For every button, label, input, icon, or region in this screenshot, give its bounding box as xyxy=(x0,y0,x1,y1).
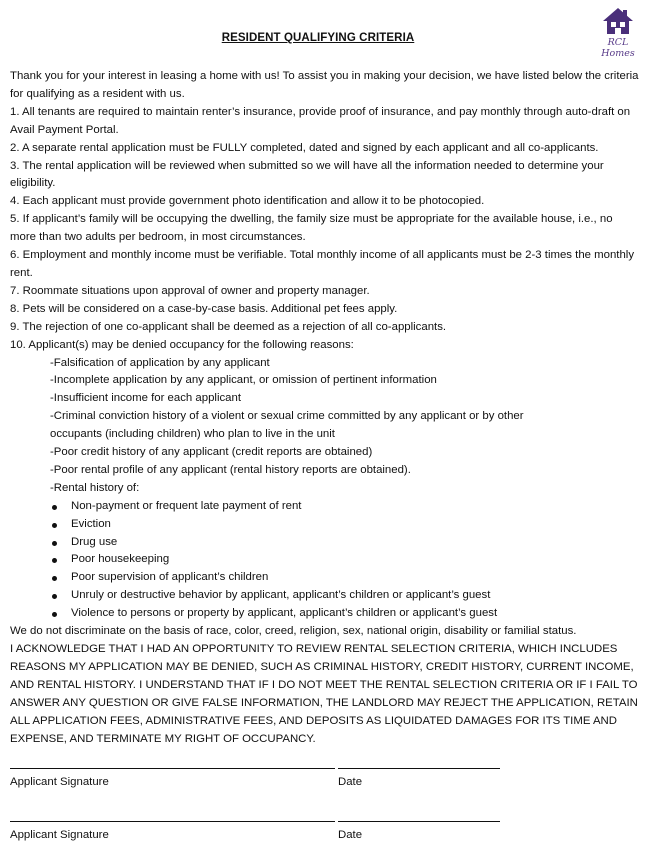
rental-history-list xyxy=(10,498,640,623)
criteria-item: 1. All tenants are required to maintain renter’s insurance, provide proof of insurance, and pay monthly through auto-draft on Avail Payment Portal. xyxy=(10,105,631,136)
signature-row xyxy=(10,768,640,808)
criteria-item: 4. Each applicant must provide government photo identification and allow it to be photocopied. xyxy=(10,195,485,208)
criteria-item: 8. Pets will be considered on a case-by-case basis. Additional pet fees apply. xyxy=(10,302,398,315)
denial-reason: -Poor rental profile of any applicant (rental history reports are obtained). xyxy=(50,463,411,476)
company-logo xyxy=(590,6,646,58)
signature-line[interactable] xyxy=(10,768,335,769)
list-item: Non-payment or frequent late payment of rent xyxy=(10,498,640,516)
acknowledgement-paragraph: I ACKNOWLEDGE THAT I HAD AN OPPORTUNITY TO REVIEW RENTAL SELECTION CRITERIA, WHICH INCLUDES REASONS MY APPLICATION MAY BE DENIED, SUCH AS CRIMINAL HISTORY, CREDIT HISTORY, CURRENT INCOME, AND RENTAL HISTORY. I UNDERSTAND THAT IF I DO NOT MEET THE RENTAL SELECTION CRITERIA OR IF I FAIL TO ANSWER ANY QUESTION OR GIVE FALSE INFORMATION, THE LANDLORD MAY REJECT THE APPLICATION, RETAIN ALL APPLICATION FEES, ADMINISTRATIVE FEES, AND DEPOSITS AS LIQUIDATED DAMAGES FOR ITS TIME AND EXPENSE, AND TERMINATE MY RIGHT OF OCCUPANCY. xyxy=(10,643,638,745)
date-line[interactable] xyxy=(338,768,500,769)
criteria-item: 5. If applicant’s family will be occupying the dwelling, the family size must be appropriate for the available house, i.e., no more than two adults per bedroom, in most circumstances. xyxy=(10,213,613,244)
list-item: Poor supervision of applicant’s children xyxy=(10,569,640,587)
house-icon xyxy=(601,6,635,36)
logo-text: RCL Homes xyxy=(601,37,635,59)
document-title: RESIDENT QUALIFYING CRITERIA xyxy=(221,32,415,44)
criteria-item: 7. Roommate situations upon approval of owner and property manager. xyxy=(10,284,370,297)
signature-row xyxy=(10,821,640,861)
signature-label: Applicant Signature xyxy=(10,776,109,788)
denial-reason: -Falsification of application by any applicant xyxy=(50,356,270,369)
date-label: Date xyxy=(338,776,363,788)
non-discrimination-statement: We do not discriminate on the basis of race, color, creed, religion, sex, national origin, disability or familial status. xyxy=(10,625,577,638)
criteria-body xyxy=(10,68,640,748)
criteria-item: 2. A separate rental application must be FULLY completed, dated and signed by each applicant and all co-applicants. xyxy=(10,141,599,154)
criteria-item: 6. Employment and monthly income must be verifiable. Total monthly income of all applicants must be 2-3 times the monthly rent. xyxy=(10,249,635,279)
signature-line[interactable] xyxy=(10,821,335,822)
denial-reason: -Poor credit history of any applicant (credit reports are obtained) xyxy=(50,446,373,459)
denial-reason: -Rental history of: xyxy=(50,481,140,494)
list-item: Unruly or destructive behavior by applicant, applicant’s children or applicant’s guest xyxy=(10,587,640,605)
date-label: Date xyxy=(338,829,363,841)
list-item: Poor housekeeping xyxy=(10,551,640,569)
denial-reason: -Insufficient income for each applicant xyxy=(50,392,242,405)
signature-label: Applicant Signature xyxy=(10,829,109,841)
date-line[interactable] xyxy=(338,821,500,822)
denial-reason: -Criminal conviction history of a violent or sexual crime committed by any applicant or by other occupants (including children) who plan to live in the unit xyxy=(50,410,524,441)
denial-reason: -Incomplete application by any applicant, or omission of pertinent information xyxy=(50,374,437,387)
criteria-item: 9. The rejection of one co-applicant shall be deemed as a rejection of all co-applicants. xyxy=(10,320,447,333)
denial-reasons xyxy=(10,355,640,498)
criteria-item: 3. The rental application will be reviewed when submitted so we will have all the information needed to determine your eligibility. xyxy=(10,159,604,190)
list-item: Eviction xyxy=(10,516,640,534)
intro-paragraph: Thank you for your interest in leasing a home with us! To assist you in making your decision, we have listed below the criteria for qualifying as a resident with us. xyxy=(10,70,639,100)
list-item: Drug use xyxy=(10,534,640,552)
list-item: Violence to persons or property by applicant, applicant’s children or applicant’s guest xyxy=(10,605,640,623)
criteria-item: 10. Applicant(s) may be denied occupancy for the following reasons: xyxy=(10,338,354,351)
